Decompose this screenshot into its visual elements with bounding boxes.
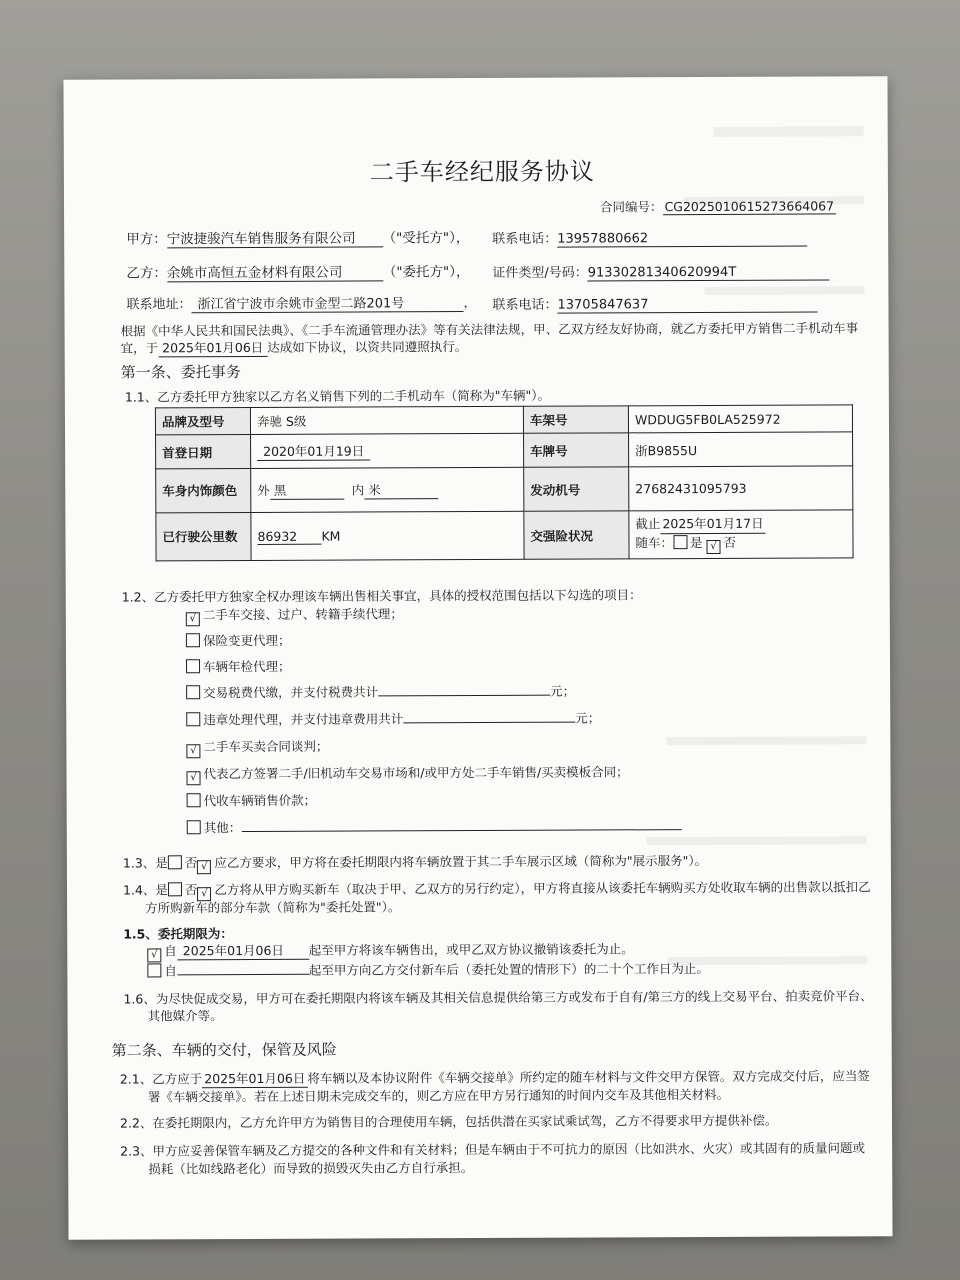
section-1-heading: 第一条、委托事务 bbox=[120, 363, 241, 382]
option-label: 二手车交接、过户、转籍手续代理； bbox=[202, 606, 403, 623]
option-suffix: 元； bbox=[575, 710, 601, 726]
party-a-name: 宁波捷骏汽车销售服务有限公司 bbox=[167, 226, 383, 248]
insurance-cell bbox=[629, 510, 853, 559]
clause-1-4-line-1: 乙方将从甲方购买新车（取决于甲、乙双方的另行约定），甲方将直接从该委托车辆购买方处收取车辆的出售款以抵扣乙 bbox=[214, 879, 871, 898]
mileage-cell bbox=[251, 511, 524, 560]
first-reg-value: 2020年01月19日 bbox=[257, 441, 370, 460]
term-option-b bbox=[147, 959, 709, 979]
engine-value: 27682431095793 bbox=[629, 466, 853, 511]
option-checkbox[interactable]: √ bbox=[186, 612, 200, 626]
option-checkbox[interactable] bbox=[186, 659, 200, 673]
ins-no-label: 否 bbox=[723, 534, 737, 550]
clause-1-6-line-1: 1.6、为尽快促成交易，甲方可在委托期限内将该车辆及其相关信息提供给第三方或发布于自有/第三方的线上交易平台、拍卖竞价平台、 bbox=[123, 988, 873, 1007]
option-label: 代收车辆销售价款； bbox=[203, 792, 317, 809]
address-value: 浙江省宁波市余姚市金型二路201号 bbox=[191, 292, 463, 313]
insurance-label: 交强险状况 bbox=[524, 511, 629, 559]
clause-2-2: 2.2、在委托期限内，乙方允许甲方为销售目的合理使用车辆，包括供潜在买家试乘试驾，乙方不得要求甲方提供补偿。 bbox=[119, 1112, 778, 1131]
c13-no-checkbox[interactable]: √ bbox=[197, 860, 211, 874]
party-a-label: 甲方： bbox=[126, 231, 167, 248]
int-label: 内 bbox=[351, 482, 365, 498]
address-comma: ， bbox=[463, 296, 477, 312]
color-label: 车身内饰颜色 bbox=[156, 468, 251, 512]
intro-line-2 bbox=[121, 337, 468, 358]
party-b-row bbox=[126, 260, 469, 282]
party-b-id: 91330281340620994T bbox=[588, 264, 830, 281]
c14-no-checkbox[interactable]: √ bbox=[197, 887, 211, 901]
option-label: 违章处理代理，并支付违章费用共计 bbox=[203, 711, 404, 728]
clause-1-3-text: 应乙方要求，甲方将在委托期限内将车辆放置于其二手车展示区域（简称为"展示服务"）。 bbox=[214, 853, 708, 871]
party-a-row bbox=[126, 226, 469, 248]
mileage-value: 86932 bbox=[257, 528, 321, 544]
ins-with-car: 随车： bbox=[635, 535, 674, 551]
mileage-label: 已行驶公里数 bbox=[156, 512, 251, 560]
option-checkbox[interactable] bbox=[186, 633, 200, 647]
clause-2-3-line-1: 2.3、甲方应妥善保管车辆及乙方提交的各种文件和有关材料；但是车辆由于不可抗力的原因（比如洪水、火灾）或其固有的质量问题或 bbox=[120, 1140, 866, 1159]
contract-no-row bbox=[600, 196, 836, 215]
intro-line-2-post: 达成如下协议，以资共同遵照执行。 bbox=[267, 339, 468, 355]
contract-paper bbox=[63, 76, 892, 1240]
option-checkbox[interactable] bbox=[187, 820, 201, 834]
table-row bbox=[156, 432, 853, 469]
option-label: 车辆年检代理； bbox=[203, 658, 291, 675]
option-item bbox=[186, 631, 291, 649]
party-b-phone-row bbox=[492, 293, 817, 314]
clause-1-6-line-2: 其他媒介等。 bbox=[147, 1008, 223, 1024]
term-a-date: 2025年01月06日 bbox=[177, 941, 309, 961]
option-label: 保险变更代理； bbox=[202, 632, 291, 649]
tax-amount-blank[interactable] bbox=[378, 683, 550, 697]
option-checkbox[interactable]: √ bbox=[186, 744, 200, 758]
ins-date: 2025年01月17日 bbox=[660, 515, 765, 534]
term-b-checkbox[interactable] bbox=[147, 963, 161, 977]
c14-yes-checkbox[interactable] bbox=[168, 882, 182, 896]
ext-color: 黑 bbox=[270, 481, 344, 500]
party-b-id-row bbox=[492, 260, 829, 281]
table-row bbox=[155, 405, 852, 435]
clause-2-1-line-2: 署《车辆交接单》。若在上述日期未完成交车的，则乙方应在甲方另行通知的时间内交车及其他相关材料。 bbox=[147, 1086, 730, 1105]
ext-label: 外 bbox=[257, 482, 270, 498]
clause-1-5: 1.5、委托期限为： bbox=[123, 926, 233, 942]
term-b-post: 起至甲方向乙方交付新车后（委托处置的情形下）的二十个工作日为止。 bbox=[308, 960, 709, 978]
option-item bbox=[187, 816, 682, 836]
option-item bbox=[186, 604, 403, 626]
other-blank[interactable] bbox=[241, 817, 681, 832]
clause-2-1-pre: 2.1、乙方应于 bbox=[119, 1071, 203, 1087]
option-label: 二手车买卖合同谈判； bbox=[203, 738, 329, 755]
color-cell bbox=[251, 467, 524, 512]
clause-1-4-line-2: 方所购新车的部分车款（简称为"委托处置"）。 bbox=[145, 899, 401, 916]
plate-label: 车牌号 bbox=[524, 433, 629, 467]
party-b-phone: 13705847637 bbox=[557, 297, 817, 314]
clause-1-3 bbox=[123, 851, 707, 875]
term-b-pre: 自 bbox=[164, 963, 177, 979]
vehicle-table bbox=[155, 404, 854, 561]
vin-label: 车架号 bbox=[523, 406, 628, 433]
brand-value: 奔驰 S级 bbox=[250, 406, 523, 434]
ins-no-checkbox[interactable]: √ bbox=[707, 540, 721, 554]
option-label: 其他： bbox=[203, 820, 242, 836]
intro-line-1: 根据《中华人民共和国民法典》、《二手车流通管理办法》等有关法律法规，甲、乙双方经友好协商，就乙方委托甲方销售二手机动车事 bbox=[120, 320, 859, 339]
term-a-post: 起至甲方将该车辆售出，或甲乙双方协议撤销该委托为止。 bbox=[308, 941, 634, 958]
violation-amount-blank[interactable] bbox=[403, 710, 575, 724]
clause-1-4-no: 否 bbox=[184, 882, 198, 898]
table-row bbox=[156, 510, 853, 561]
engine-label: 发动机号 bbox=[524, 467, 629, 511]
option-suffix: 元； bbox=[550, 683, 576, 699]
contract-no-value: CG20250106152736640​67 bbox=[663, 198, 837, 215]
option-item bbox=[186, 657, 291, 675]
address-label: 联系地址： bbox=[126, 297, 192, 313]
party-b-id-label: 证件类型/号码： bbox=[492, 265, 588, 281]
term-a-checkbox[interactable]: √ bbox=[147, 948, 161, 962]
section-2-heading: 第二条、车辆的交付，保管及风险 bbox=[111, 1040, 337, 1060]
option-item bbox=[187, 791, 317, 810]
address-row bbox=[126, 292, 476, 314]
party-a-role: （"受托方"）， bbox=[382, 230, 470, 247]
party-a-phone-row bbox=[492, 227, 807, 248]
intro-line-2-pre: 宜，于 bbox=[120, 340, 159, 356]
clause-2-1-date: 2025年01月06日 bbox=[202, 1069, 307, 1088]
vin-value: WDDUG5FB0LA525972 bbox=[628, 405, 852, 433]
intro-date: 2025年01月06日 bbox=[158, 338, 267, 357]
contract-no-label: 合同编号： bbox=[600, 199, 663, 215]
clause-1-2: 1.2、乙方委托甲方独家全权办理该车辆出售相关事宜，具体的授权范围包括以下勾选的项目： bbox=[121, 587, 642, 605]
doc-title: 二手车经纪服务协议 bbox=[369, 157, 595, 187]
ins-yes-label: 是 bbox=[689, 535, 703, 551]
option-checkbox[interactable]: √ bbox=[186, 771, 200, 785]
mileage-unit: KM bbox=[321, 528, 341, 544]
first-reg-label: 首登日期 bbox=[156, 434, 251, 468]
party-b-role: （"委托方"）， bbox=[382, 264, 470, 281]
term-a-pre: 自 bbox=[164, 943, 177, 959]
term-b-date-blank[interactable] bbox=[177, 962, 309, 976]
party-b-label: 乙方： bbox=[126, 265, 167, 282]
plate-value: 浙B9855U bbox=[629, 432, 853, 467]
option-item bbox=[186, 762, 628, 785]
table-row bbox=[156, 466, 853, 513]
ins-prefix: 截止 bbox=[635, 516, 661, 532]
clause-2-1-post: 将车辆以及本协议附件《车辆交接单》所约定的随车材料与文件交甲方保管。双方完成交付后，应当签 bbox=[307, 1068, 870, 1086]
option-checkbox[interactable] bbox=[186, 712, 200, 726]
option-label: 交易税费代缴，并支付税费共计 bbox=[203, 684, 379, 701]
option-item bbox=[186, 708, 600, 728]
first-reg-cell bbox=[251, 433, 524, 468]
clause-1-1: 1.1、乙方委托甲方独家以乙方名义销售下列的二手机动车（简称为"车辆"）。 bbox=[124, 387, 551, 405]
option-checkbox[interactable] bbox=[186, 685, 200, 699]
party-a-phone: 13957880662 bbox=[557, 231, 807, 248]
brand-label: 品牌及型号 bbox=[155, 407, 250, 434]
option-label: 代表乙方签署二手/旧机动车交易市场和/或甲方处二手车销售/买卖模板合同； bbox=[203, 764, 629, 782]
party-b-phone-label: 联系电话： bbox=[492, 297, 558, 313]
clause-1-4-yes: 1.4、是 bbox=[122, 882, 168, 898]
c13-yes-checkbox[interactable] bbox=[168, 855, 182, 869]
party-a-phone-label: 联系电话： bbox=[492, 231, 558, 247]
option-item bbox=[186, 737, 328, 759]
int-color: 米 bbox=[364, 480, 438, 499]
clause-2-3-line-2: 损耗（比如线路老化）而导致的损毁灭失由乙方自行承担。 bbox=[148, 1160, 474, 1177]
option-checkbox[interactable] bbox=[187, 793, 201, 807]
clause-1-3-no: 否 bbox=[184, 855, 198, 871]
ins-yes-checkbox[interactable] bbox=[673, 535, 687, 549]
party-b-name: 余姚市高恒五金材料有限公司 bbox=[167, 260, 383, 282]
clause-1-3-yes: 1.3、是 bbox=[122, 855, 168, 871]
option-item bbox=[186, 682, 575, 702]
